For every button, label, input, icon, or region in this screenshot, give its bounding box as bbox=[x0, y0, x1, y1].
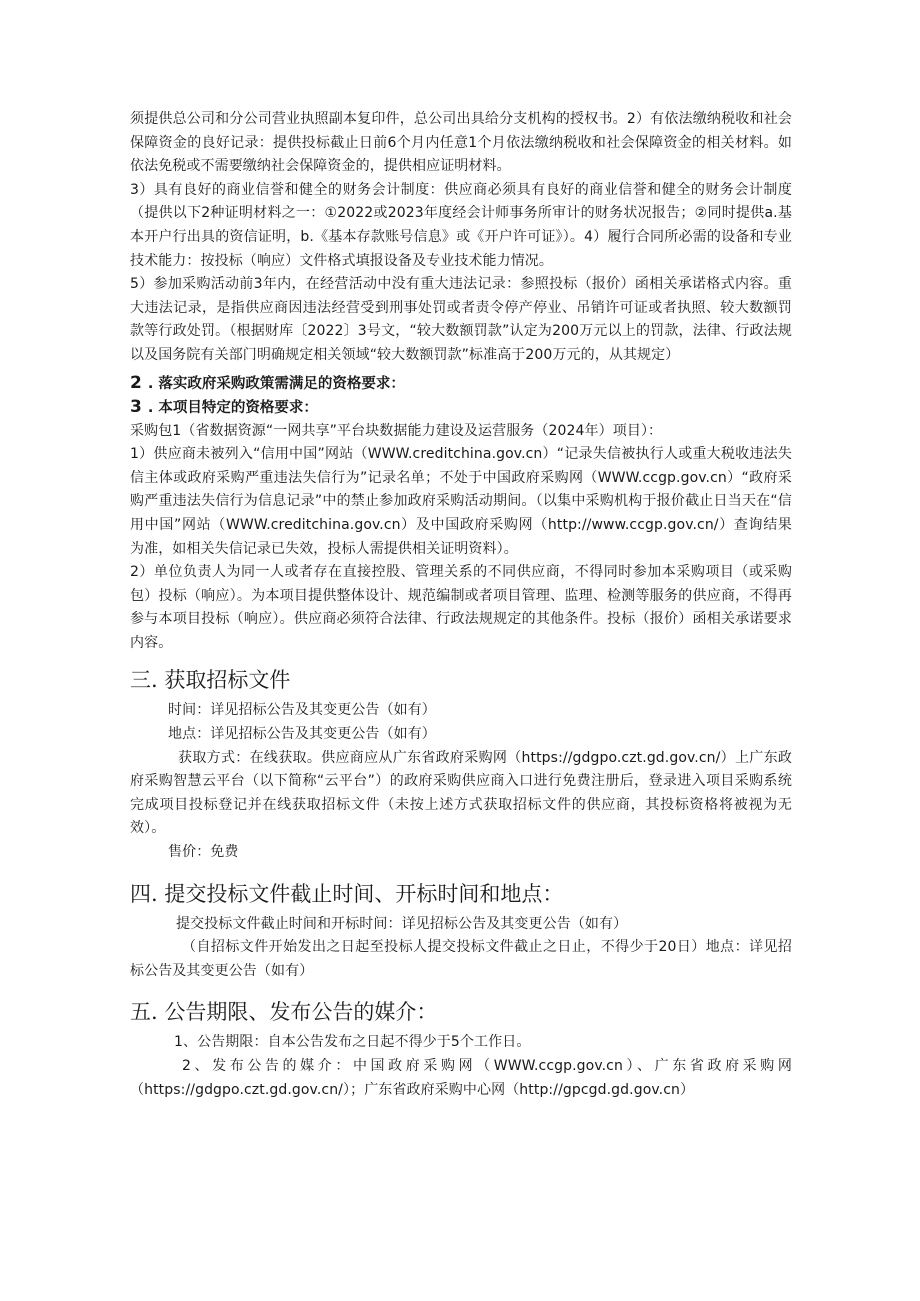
submission-deadline: 提交投标文件截止时间和开标时间：详见招标公告及其变更公告（如有） bbox=[176, 915, 628, 932]
document-page bbox=[130, 108, 792, 1102]
qualification-para-2: 3）具有良好的商业信誉和健全的财务会计制度：供应商必须具有良好的商业信誉和健全的财务会计制度（提供以下2种证明材料之一：①2022或2023年度经会计师事务所审计的财务状况报告；②同时提供a.基本开户行出具的资信证明，b.《基本存款账号信息》或《开户许可证》）。4）履行合同所必需的设备和专业技术能力：按投标（响应）文件格式填报设备及专业技术能力情况。 bbox=[130, 181, 792, 269]
qualification-para-1: 须提供总公司和分公司营业执照副本复印件，总公司出具给分支机构的授权书。2）有依法缴纳税收和社会保障资金的良好记录：提供投标截止日前6个月内任意1个月依法缴纳税收和社会保障资金的相关材料。如依法免税或不需要缴纳社会保障资金的，提供相应证明材料。 bbox=[130, 111, 792, 175]
section-heading-obtain: 三. 获取招标文件 bbox=[130, 668, 291, 693]
obtain-price: 售价：免费 bbox=[168, 844, 239, 861]
obtain-method: 获取方式：在线获取。供应商应从广东省政府采购网（https://gdgpo.czt.gd.gov.cn/）上广东政府采购智慧云平台（以下简称“云平台”）的政府采购供应商入口进行免费注册后，登录进入项目采购系统完成项目投标登记并在线获取招标文件（未按上述方式获取招标文件的供应商，其投标资格将被视为无效）。 bbox=[130, 749, 792, 837]
section-heading-media: 五. 公告期限、发布公告的媒介： bbox=[130, 1000, 438, 1025]
media-item-2: 2、发布公告的媒介：中国政府采购网（WWW.ccgp.gov.cn）、广东省政府采购网（https://gdgpo.czt.gd.gov.cn/）；广东省政府采购中心网（http://gpcgd.gd.gov.cn） bbox=[130, 1058, 792, 1098]
requirement-2: 2）单位负责人为同一人或者存在直接控股、管理关系的不同供应商，不得同时参加本采购项目（或采购包）投标（响应）。为本项目提供整体设计、规范编制或者项目管理、监理、检测等服务的供应商，不得再参与本项目投标（响应）。供应商必须符合法律、行政法规规定的其他条件。投标（报价）函相关承诺要求内容。 bbox=[130, 564, 792, 651]
obtain-place: 地点：详见招标公告及其变更公告（如有） bbox=[168, 726, 436, 743]
subheading-policy bbox=[130, 372, 792, 396]
submission-period: （自招标文件开始发出之日起至投标人提交投标文件截止之日止，不得少于20日）地点：详见招标公告及其变更公告（如有） bbox=[130, 939, 792, 979]
subheading-specific-number: 3 bbox=[130, 396, 142, 417]
subheading-specific-text: . 本项目特定的资格要求： bbox=[147, 399, 318, 416]
subheading-policy-number: 2 bbox=[130, 372, 142, 393]
subheading-specific bbox=[130, 396, 792, 420]
qualification-para-3: 5）参加采购活动前3年内，在经营活动中没有重大违法记录：参照投标（报价）函相关承诺格式内容。重大违法记录，是指供应商因违法经营受到刑事处罚或者责令停产停业、吊销许可证或者执照、较大数额罚款等行政处罚。（根据财库〔2022〕3号文，“较大数额罚款”认定为200万元以上的罚款，法律、行政法规以及国务院有关部门明确规定相关领域“较大数额罚款”标准高于200万元的，从其规定） bbox=[130, 276, 792, 363]
obtain-time: 时间：详见招标公告及其变更公告（如有） bbox=[168, 702, 436, 719]
media-item-1: 1、公告期限：自本公告发布之日起不得少于5个工作日。 bbox=[174, 1034, 531, 1051]
requirement-1: 1）供应商未被列入“信用中国”网站（WWW.creditchina.gov.cn）“记录失信被执行人或重大税收违法失信主体或政府采购严重违法失信行为”记录名单；不处于中国政府采购网（WWW.ccgp.gov.cn）“政府采购严重违法失信行为信息记录”中的禁止参加政府采购活动期间。（以集中采购机构于报价截止日当天在“信用中国”网站（WWW.creditchina.gov.cn）及中国政府采购网（http://www.ccgp.gov.cn/）查询结果为准，如相关失信记录已失效，投标人需提供相关证明资料）。 bbox=[130, 446, 792, 557]
package-title: 采购包1（省数据资源“一网共享”平台块数据能力建设及运营服务（2024年）项目）： bbox=[130, 422, 663, 439]
subheading-policy-text: . 落实政府采购政策需满足的资格要求： bbox=[147, 375, 405, 392]
section-heading-submission: 四. 提交投标文件截止时间、开标时间和地点： bbox=[130, 881, 564, 906]
